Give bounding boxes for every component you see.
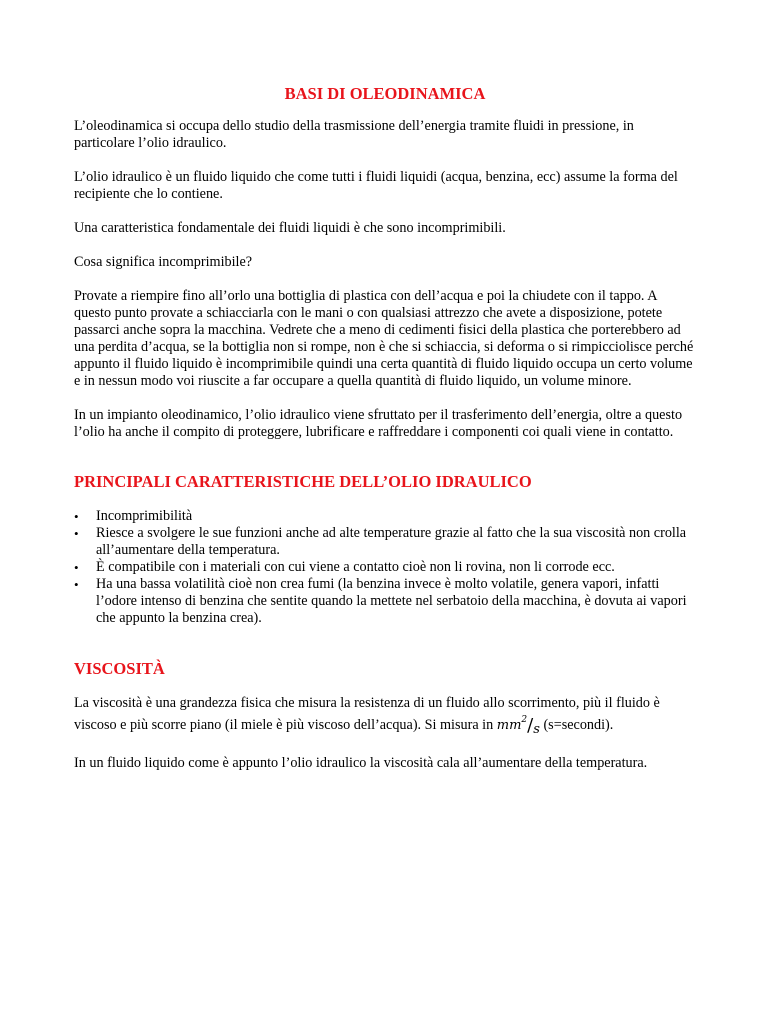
document-title: BASI DI OLEODINAMICA [284, 84, 486, 103]
unit-denominator: s [533, 722, 540, 737]
viscosity-unit [496, 715, 540, 737]
characteristics-list [74, 508, 696, 627]
intro-paragraph-4: Cosa significa incomprimibile? [74, 254, 253, 270]
intro-paragraph-5: Provate a riempire fino all’orlo una bottiglia di plastica con dell’acqua e poi la chiudete con il tappo. A questo punto provate a schiacciarla con le mani o con qualsiasi attrezzo che avete a disposizione, potete passarci anche sopra la macchina. Vedrete che a meno di cedimenti fisici della plastica che porterebbero ad una perdita d’acqua, se la bottiglia non si rompe, non è che si schiaccia, si deforma o si rimpicciolisce perché appunto il fluido liquido è incomprimibile quindi una certa quantità di fluido liquido occupa un certo volume e in nessun modo voi riuscite a far occupare a quella quantità di fluido liquido, un volume minore. [74, 288, 694, 389]
list-item: • Riesce a svolgere le sue funzioni anche ad alte temperature grazie al fatto che la sua viscosità non crolla all’aumentare della temperatura. [74, 525, 696, 559]
viscosity-heading: VISCOSITÀ [74, 659, 165, 678]
unit-exponent: 2 [521, 715, 528, 725]
unit-base: mm [496, 718, 522, 733]
characteristics-heading: PRINCIPALI CARATTERISTICHE DELL’OLIO IDRAULICO [74, 472, 532, 491]
unit-slash: / [527, 715, 534, 736]
list-item: • Ha una bassa volatilità cioè non crea fumi (la benzina invece è molto volatile, genera vapori, infatti l’odore intenso di benzina che sentite quando la mettete nel serbatoio della macchina, è dovuta ai vapori che appunto la benzina crea). [74, 576, 696, 627]
intro-paragraph-3: Una caratteristica fondamentale dei fluidi liquidi è che sono incomprimibili. [74, 220, 506, 236]
list-item: • È compatibile con i materiali con cui viene a contatto cioè non li rovina, non li corrode ecc. [74, 559, 696, 576]
viscosity-text-after: (s=secondi). [539, 717, 614, 733]
viscosity-paragraph-2: In un fluido liquido come è appunto l’olio idraulico la viscosità cala all’aumentare della temperatura. [74, 755, 648, 771]
viscosity-paragraph-1 [74, 695, 696, 738]
document-page [74, 84, 696, 772]
intro-paragraph-2: L’olio idraulico è un fluido liquido che come tutti i fluidi liquidi (acqua, benzina, ecc) assume la forma del recipiente che lo contiene. [74, 169, 678, 202]
intro-paragraph-6: In un impianto oleodinamico, l’olio idraulico viene sfruttato per il trasferimento dell’energia, oltre a questo l’olio ha anche il compito di proteggere, lubrificare e raffreddare i componenti coi quali viene in contatto. [74, 407, 683, 440]
viscosity-text: La viscosità è una grandezza fisica che misura la resistenza di un fluido allo scorrimento, più il fluido è viscoso e più scorre piano (il miele è più viscoso dell’acqua). Si misura in [74, 695, 660, 733]
list-item: • Incomprimibilità [74, 508, 696, 525]
intro-paragraph-1: L’oleodinamica si occupa dello studio della trasmissione dell’energia tramite fluidi in pressione, in particolare l’olio idraulico. [74, 118, 634, 151]
